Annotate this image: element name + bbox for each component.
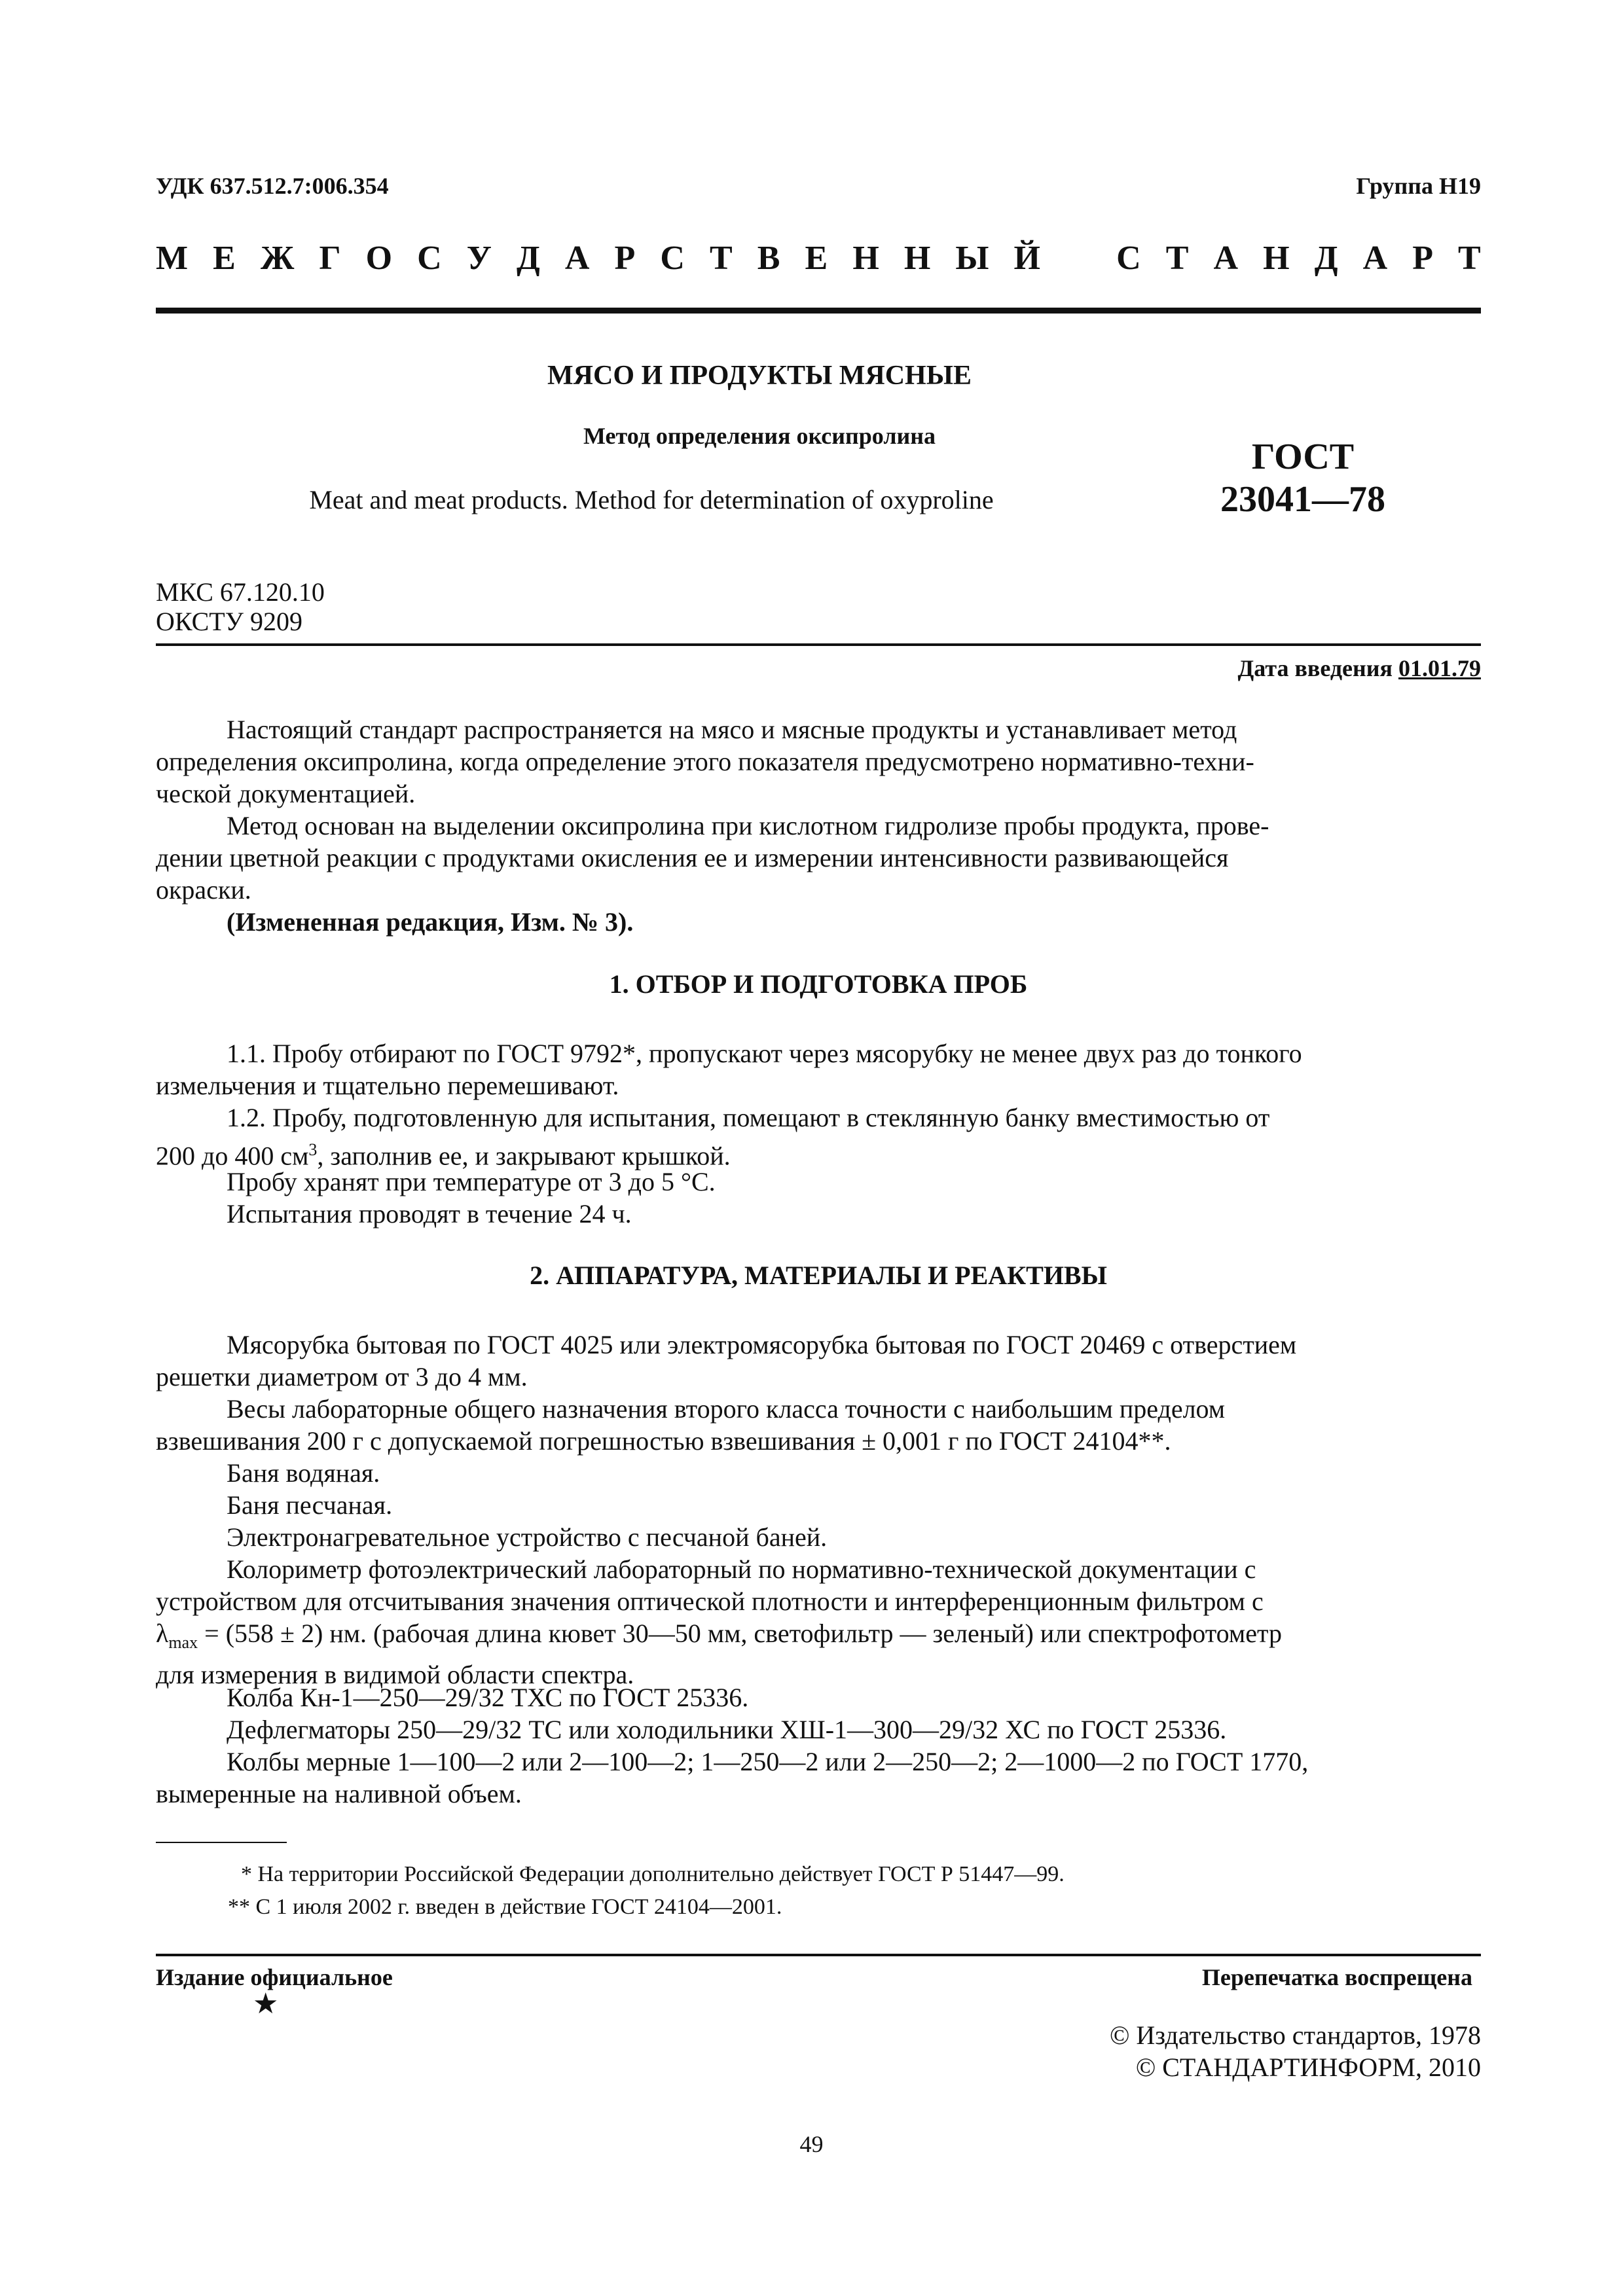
clause-1-1: 1.1. Пробу отбирают по ГОСТ 9792*, пропускают через мясорубку не менее двух раз до тонкого измельчения и тщательно перемешивают. — [156, 1039, 1302, 1100]
volumetric-flasks-item: Колбы мерные 1—100—2 или 2—100—2; 1—250—2 или 2—250—2; 2—1000—2 по ГОСТ 1770, вымеренные на наливной объем. — [156, 1747, 1309, 1808]
intro-paragraph-1: Настоящий стандарт распространяется на мясо и мясные продукты и устанавливает метод определения оксипролина, когда определение этого показателя предусмотрено нормативно-техни- ческой документацией. — [156, 715, 1254, 808]
standard-type-letter: Е — [805, 240, 828, 277]
intro-date-value: 01.01.79 — [1398, 655, 1481, 681]
standard-type-letter: Г — [319, 240, 341, 277]
okstu-code: ОКСТУ 9209 — [156, 607, 303, 636]
reprint-prohibited: Перепечатка воспрещена — [1201, 1964, 1472, 1990]
standard-type-letter: Д — [1314, 240, 1338, 277]
codes-rule — [156, 643, 1481, 646]
mincer-item: Мясорубка бытовая по ГОСТ 4025 или электромясорубка бытовая по ГОСТ 20469 с отверстием решетки диаметром от 3 до 4 мм. — [156, 1330, 1297, 1391]
intro-date — [1238, 655, 1482, 682]
english-title: Meat and meat products. Method for determination of oxyproline — [309, 485, 994, 514]
gost-label: ГОСТ — [1251, 437, 1355, 477]
scales-item: Весы лабораторные общего назначения второго класса точности с наибольшим пределом взвешивания 200 г с допускаемой погрешностью взвешивания ± 0,001 г по ГОСТ 24104**. — [156, 1394, 1226, 1456]
standard-title: МЯСО И ПРОДУКТЫ МЯСНЫЕ — [547, 361, 972, 391]
standard-type-letter: Ж — [260, 240, 295, 277]
copyright-1978: © Издательство стандартов, 1978 — [1109, 2020, 1481, 2050]
amendment-note: (Измененная редакция, Изм. № 3). — [227, 907, 634, 937]
clause-1-2: 1.2. Пробу, подготовленную для испытания, помещают в стеклянную банку вместимостью от 200 до 400 $см^3$, заполнив ее, и закрывают крышкой. — [156, 1103, 1270, 1171]
standard-type-letter: А — [1362, 240, 1388, 277]
standard-type-letter: Т — [710, 240, 733, 277]
standard-type-letter: Й — [1013, 240, 1040, 277]
standard-type-letter: А — [564, 240, 590, 277]
standard-type-letter: Е — [213, 240, 236, 277]
standard-type-letter: Н — [903, 240, 931, 277]
heater-item: Электронагревательное устройство с песчаной баней. — [227, 1522, 828, 1552]
standard-type-letter: У — [466, 240, 492, 277]
dephlegmator-item: Дефлегматоры 250—29/32 ТС или холодильники ХШ-1—300—29/32 ХС по ГОСТ 25336. — [227, 1715, 1227, 1744]
intro-date-label: Дата введения — [1237, 655, 1393, 681]
section-1-heading: 1. ОТБОР И ПОДГОТОВКА ПРОБ — [609, 969, 1028, 999]
flask-item: Колба Кн-1—250—29/32 ТХС по ГОСТ 25336. — [227, 1683, 749, 1712]
standard-type-letter: А — [1213, 240, 1239, 277]
standard-type-letter: С — [660, 240, 685, 277]
group-code: Группа Н19 — [1356, 173, 1481, 199]
standard-subtitle: Метод определения оксипролина — [583, 423, 936, 449]
standard-type-letter — [1065, 239, 1091, 278]
colorimeter-item: Колориметр фотоэлектрический лабораторный по нормативно-технической документации с устройством для отсчитывания значения оптической плотности и интерференционным фильтром с $\lambda_{max} = (558 \pm 2)$ нм. (рабочая длина кювет 30—50 мм, светофильтр — зеленый) или спектрофотометр для измерения в видимой области спектра. — [156, 1554, 1282, 1689]
footnote-2: ** С 1 июля 2002 г. введен в действие ГОСТ 24104—2001. — [228, 1895, 782, 1919]
official-edition: Издание официальное — [156, 1964, 393, 1990]
standard-type-letter: С — [417, 240, 442, 277]
section-2-heading: 2. АППАРАТУРА, МАТЕРИАЛЫ И РЕАКТИВЫ — [530, 1261, 1107, 1290]
standard-type-letter: Р — [614, 240, 636, 277]
intro-paragraph-2: Метод основан на выделении оксипролина при кислотном гидролизе пробы продукта, прове- дении цветной реакции с продуктами окисления ее и измерении интенсивности развивающейся окраски. — [156, 811, 1269, 905]
standard-type-letter: Р — [1412, 240, 1433, 277]
footnote-separator — [156, 1842, 287, 1843]
standard-type-letter: С — [1116, 240, 1141, 277]
standard-type-spaced — [156, 239, 1481, 278]
standard-type-letter: В — [757, 240, 780, 277]
storage-conditions: Пробу хранят при температуре от 3 до 5 °С. — [227, 1167, 716, 1196]
standard-type-letter: Н — [1263, 240, 1290, 277]
star-icon: ★ — [253, 1988, 279, 2020]
sand-bath-item: Баня песчаная. — [227, 1490, 393, 1520]
standard-type-letter: О — [365, 240, 393, 277]
mks-code: МКС 67.120.10 — [156, 577, 325, 607]
standard-type-letter: Ы — [955, 240, 989, 277]
page-number: 49 — [799, 2131, 824, 2157]
copyright-2010: © СТАНДАРТИНФОРМ, 2010 — [1135, 2053, 1481, 2082]
standard-type-letter: Н — [852, 240, 879, 277]
standard-type-letter: М — [156, 240, 189, 277]
standard-type-letter: Т — [1458, 240, 1481, 277]
testing-time: Испытания проводят в течение 24 ч. — [227, 1199, 632, 1229]
udc-code: УДК 637.512.7:006.354 — [156, 173, 389, 199]
header-rule — [156, 308, 1481, 314]
footer-rule — [156, 1954, 1481, 1956]
standard-type-letter: Т — [1165, 240, 1189, 277]
footnote-1: * На территории Российской Федерации дополнительно действует ГОСТ Р 51447—99. — [241, 1862, 1065, 1886]
gost-number: 23041—78 — [1220, 479, 1385, 520]
water-bath-item: Баня водяная. — [227, 1458, 380, 1488]
standard-type-letter: Д — [517, 240, 540, 277]
